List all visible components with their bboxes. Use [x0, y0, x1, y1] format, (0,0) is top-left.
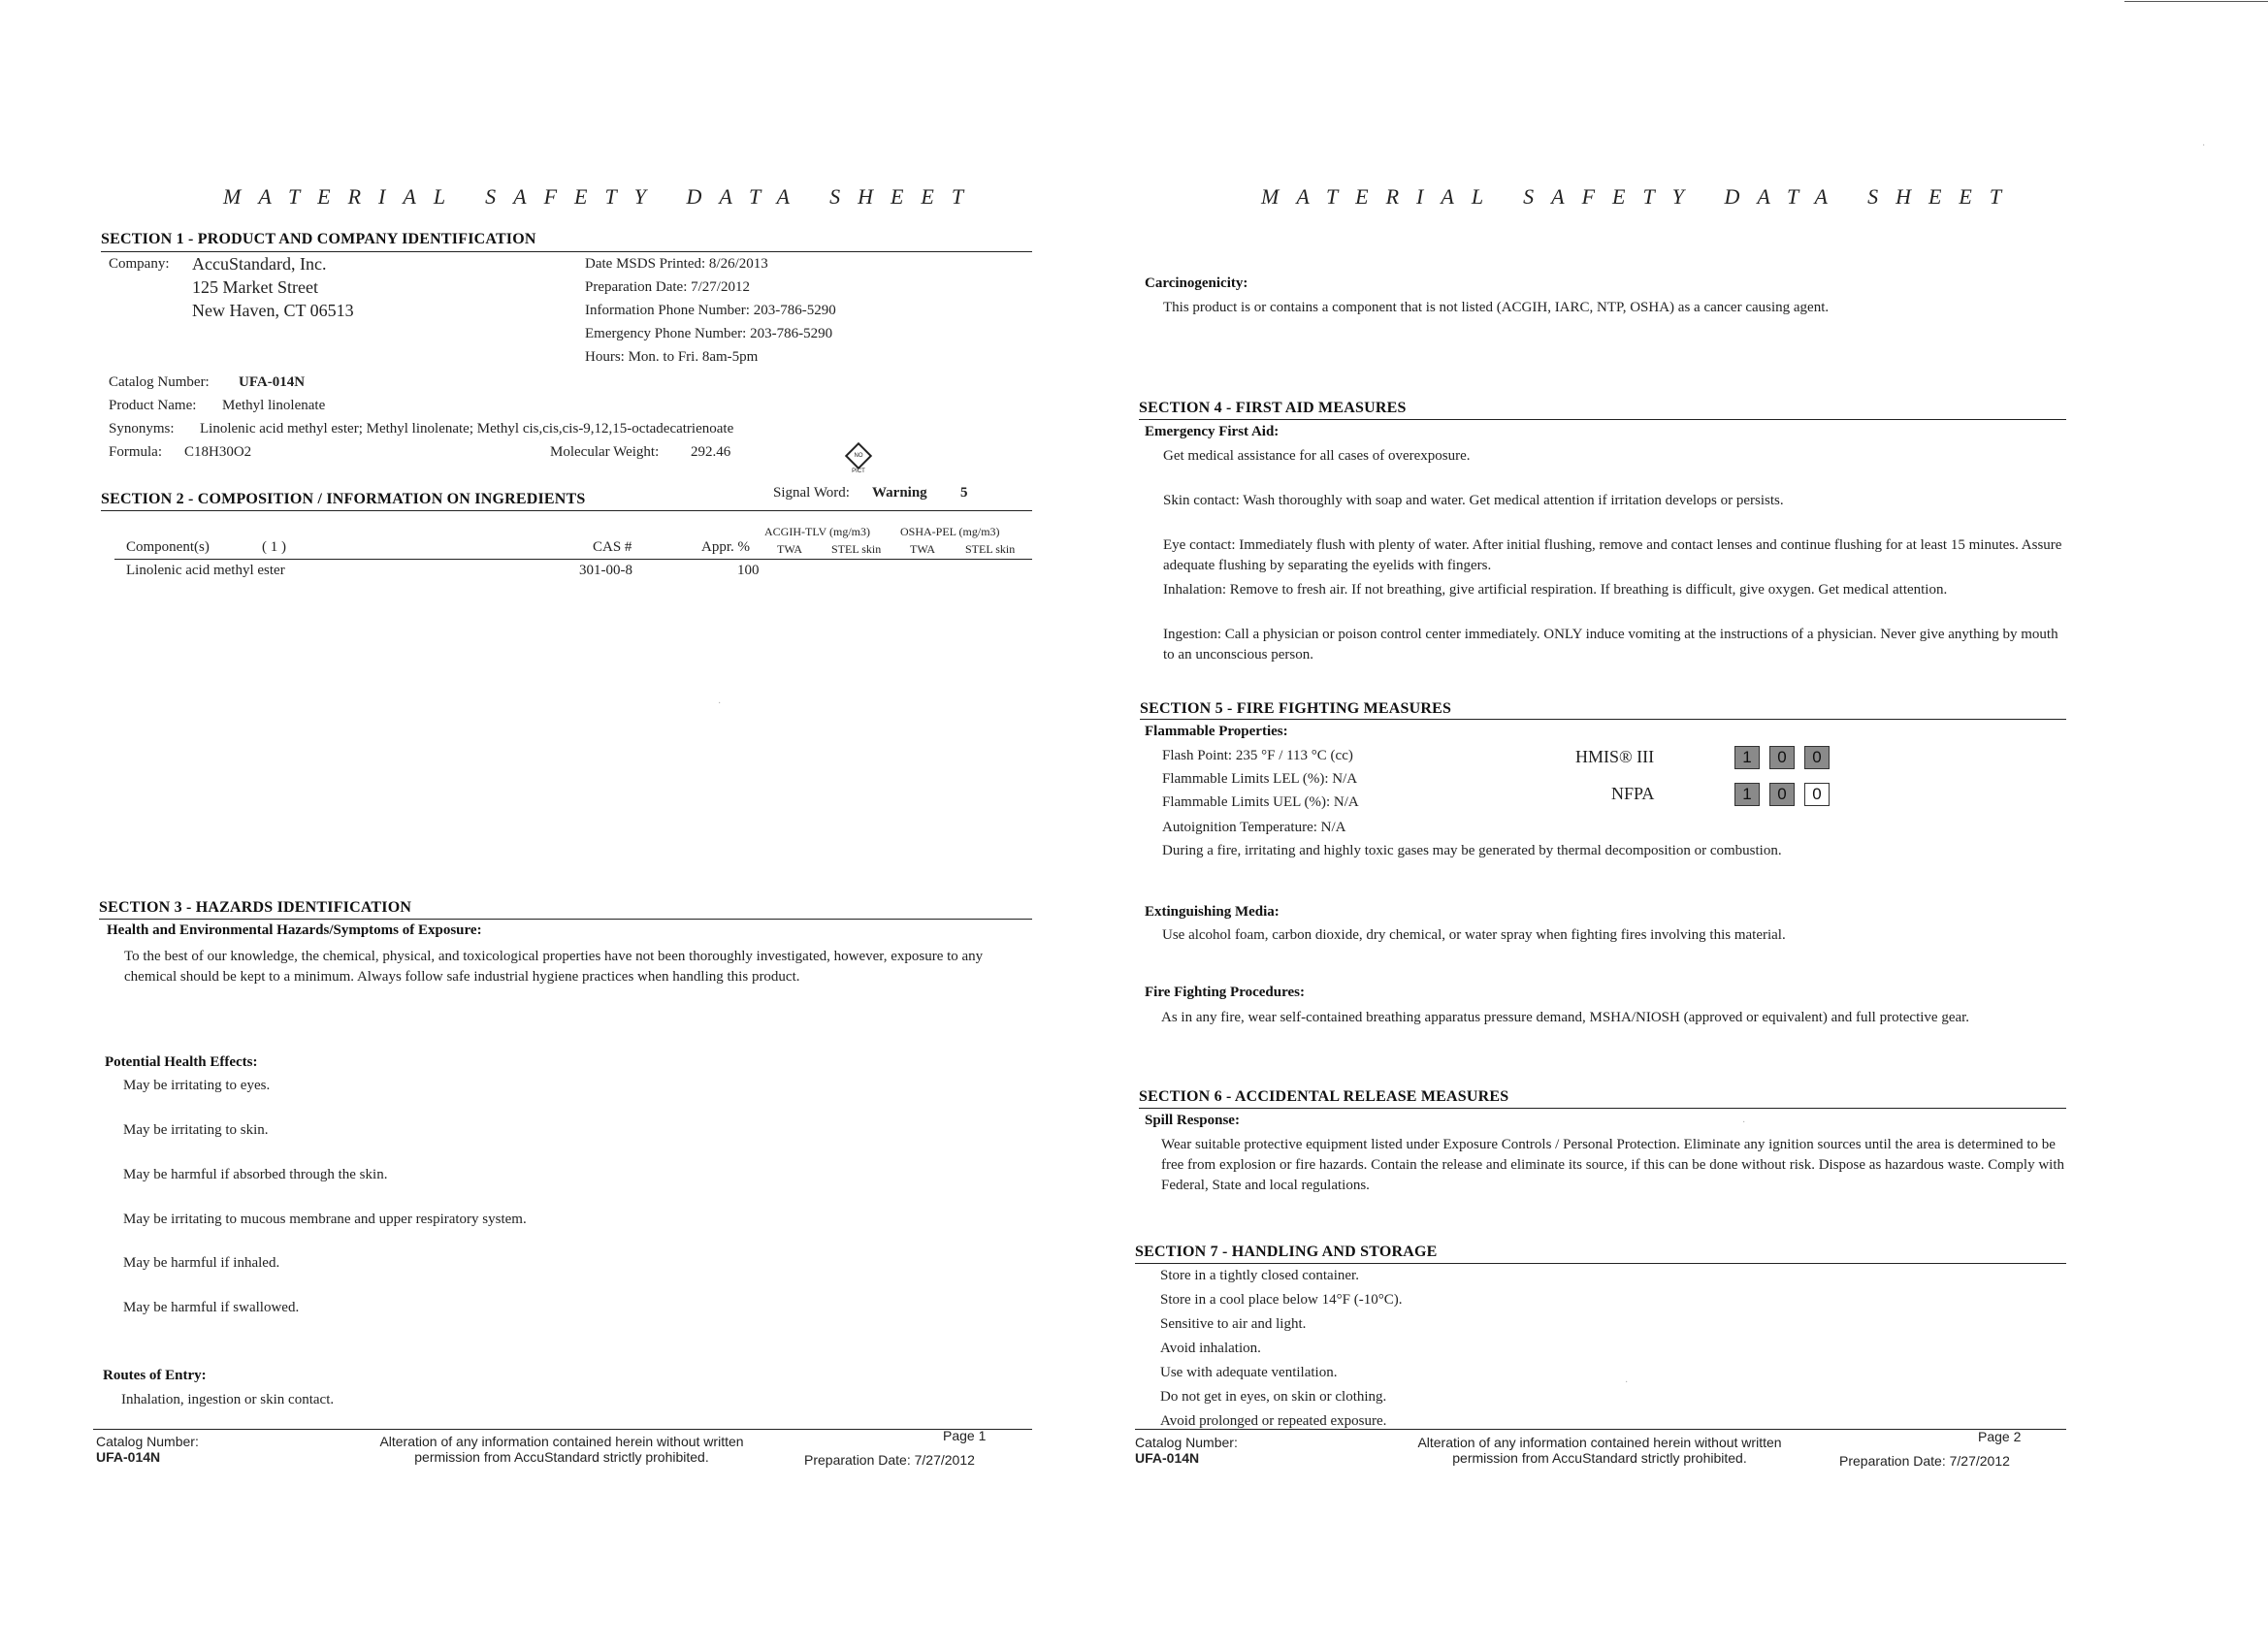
footer-page-number: Page 1 — [943, 1428, 987, 1443]
cas-column-header: CAS # — [593, 539, 632, 555]
health-effect-item: May be irritating to mucous membrane and upper respiratory system. — [123, 1212, 527, 1227]
health-effect-item: May be harmful if absorbed through the skin. — [123, 1167, 388, 1182]
section6-heading: SECTION 6 - ACCIDENTAL RELEASE MEASURES — [1139, 1088, 1509, 1105]
appr-column-header: Appr. % — [701, 539, 750, 555]
hmis-physical-hazard-rating: 0 — [1804, 746, 1830, 769]
health-effect-item: May be harmful if inhaled. — [123, 1255, 280, 1271]
handling-storage-item: Store in a cool place below 14°F (-10°C). — [1160, 1292, 1403, 1308]
scan-speck: · — [1625, 1377, 1629, 1388]
footer-notice: Alteration of any information contained herein without written permission from AccuStandard strictly prohibited. — [379, 1434, 744, 1465]
product-name-label: Product Name: — [109, 398, 197, 413]
section2-heading: SECTION 2 - COMPOSITION / INFORMATION ON INGREDIENTS — [101, 491, 586, 507]
handling-storage-item: Avoid inhalation. — [1160, 1341, 1261, 1356]
formula-value: C18H30O2 — [184, 444, 252, 460]
nfpa-label: NFPA — [1611, 784, 1655, 803]
spill-response-text: Wear suitable protective equipment listed under Exposure Controls / Personal Protection. Eliminate any ignition sources until the area is determined to be free from explosion or fire hazards. Contain the release and eliminate its source, if this can be done without risk. Dispose as hazardous waste. Comply with Federal, State and local regulations. — [1161, 1137, 2064, 1193]
emergency-phone: Emergency Phone Number: 203-786-5290 — [585, 326, 833, 341]
hmis-health-rating: 1 — [1734, 746, 1760, 769]
product-name-value: Methyl linolenate — [222, 398, 326, 413]
first-aid-ingestion: Ingestion: Call a physician or poison control center immediately. ONLY induce vomiting at the instructions of a physician. Never give anything by mouth to an unconscious person. — [1163, 627, 2058, 663]
spill-response-heading: Spill Response: — [1145, 1113, 1240, 1128]
health-effect-item: May be irritating to eyes. — [123, 1078, 271, 1093]
company-label: Company: — [109, 256, 170, 272]
health-hazards-text: To the best of our knowledge, the chemical, physical, and toxicological properties have not been thoroughly investigated, however, exposure to any chemical should be kept to a minimum. Always follow safe industrial hygiene practices when handling this product. — [124, 949, 984, 985]
handling-storage-item: Use with adequate ventilation. — [1160, 1365, 1338, 1380]
carcinogenicity-heading: Carcinogenicity: — [1145, 275, 1248, 291]
flash-point: Flash Point: 235 °F / 113 °C (cc) — [1162, 748, 1353, 763]
footer-preparation-date: Preparation Date: 7/27/2012 — [1839, 1453, 2010, 1469]
section7-heading: SECTION 7 - HANDLING AND STORAGE — [1135, 1244, 1438, 1260]
autoignition-temperature: Autoignition Temperature: N/A — [1162, 820, 1346, 835]
section6-rule — [1139, 1108, 2066, 1109]
no-pictogram-diamond-icon — [845, 442, 872, 474]
first-aid-eye-contact: Eye contact: Immediately flush with plenty of water. After initial flushing, remove and contact lenses and continue flushing for at least 15 minutes. Assure adequate flushing by separating the eyelids with fingers. — [1163, 537, 2062, 573]
document-title: MATERIAL SAFETY DATA SHEET — [223, 184, 982, 209]
routes-of-entry-text: Inhalation, ingestion or skin contact. — [121, 1392, 335, 1407]
nfpa-instability-rating: 0 — [1804, 783, 1830, 806]
section1-rule — [101, 251, 1032, 252]
first-aid-general: Get medical assistance for all cases of overexposure. — [1163, 448, 1471, 464]
approx-percent-cell: 100 — [737, 563, 760, 578]
footer-rule — [93, 1429, 1032, 1430]
footer-catalog-label: Catalog Number: — [96, 1434, 199, 1449]
scan-speck: · — [2202, 141, 2206, 151]
msds-page-2 — [1086, 0, 2268, 1649]
document-title: MATERIAL SAFETY DATA SHEET — [1261, 184, 2020, 209]
company-address-line1: 125 Market Street — [192, 277, 318, 297]
formula-label: Formula: — [109, 444, 162, 460]
extinguishing-media-heading: Extinguishing Media: — [1145, 904, 1280, 920]
synonyms-label: Synonyms: — [109, 421, 175, 436]
business-hours: Hours: Mon. to Fri. 8am-5pm — [585, 349, 759, 365]
catalog-number-label: Catalog Number: — [109, 374, 210, 390]
stel-skin-column-header-2: STEL skin — [965, 542, 1016, 556]
potential-health-effects-heading: Potential Health Effects: — [105, 1054, 258, 1070]
no-pictogram-text: NO PICT — [852, 453, 865, 474]
hmis-label: HMIS® III — [1575, 747, 1655, 766]
section1-heading: SECTION 1 - PRODUCT AND COMPANY IDENTIFICATION — [101, 231, 536, 247]
footer-notice: Alteration of any information contained herein without written permission from AccuStandard strictly prohibited. — [1417, 1435, 1782, 1466]
health-effect-item: May be harmful if swallowed. — [123, 1300, 300, 1315]
carcinogenicity-text: This product is or contains a component that is not listed (ACGIH, IARC, NTP, OSHA) as a cancer causing agent. — [1163, 300, 1830, 315]
catalog-number-value: UFA-014N — [239, 374, 306, 390]
section4-heading: SECTION 4 - FIRST AID MEASURES — [1139, 400, 1407, 416]
handling-storage-item: Sensitive to air and light. — [1160, 1316, 1307, 1332]
signal-word-label: Signal Word: — [773, 485, 850, 501]
footer-catalog-value: UFA-014N — [1135, 1450, 1200, 1466]
nfpa-flammability-rating: 0 — [1769, 783, 1795, 806]
section5-rule — [1140, 719, 2066, 720]
msds-page-1 — [0, 0, 1086, 1649]
synonyms-value: Linolenic acid methyl ester; Methyl linolenate; Methyl cis,cis,cis-9,12,15-octadecatrienoate — [200, 421, 734, 436]
hmis-flammability-rating: 0 — [1769, 746, 1795, 769]
section3-heading: SECTION 3 - HAZARDS IDENTIFICATION — [99, 899, 412, 916]
section3-rule — [99, 919, 1032, 920]
nfpa-health-rating: 1 — [1734, 783, 1760, 806]
handling-storage-item: Store in a tightly closed container. — [1160, 1268, 1359, 1283]
footer-catalog-label: Catalog Number: — [1135, 1435, 1238, 1450]
company-name: AccuStandard, Inc. — [192, 254, 327, 274]
twa-column-header-1: TWA — [777, 542, 802, 556]
cas-number-cell: 301-00-8 — [579, 563, 632, 578]
health-hazards-heading: Health and Environmental Hazards/Symptoms of Exposure: — [107, 922, 482, 938]
extinguishing-media-text: Use alcohol foam, carbon dioxide, dry chemical, or water spray when fighting fires involving this material. — [1162, 927, 1786, 943]
section4-rule — [1139, 419, 2066, 420]
scan-speck: · — [1742, 1117, 1746, 1128]
twa-column-header-2: TWA — [910, 542, 935, 556]
flammable-properties-heading: Flammable Properties: — [1145, 724, 1288, 739]
handling-storage-item: Do not get in eyes, on skin or clothing. — [1160, 1389, 1387, 1405]
fire-fighting-procedures-heading: Fire Fighting Procedures: — [1145, 985, 1305, 1000]
acgih-tlv-header: ACGIH-TLV (mg/m3) — [764, 525, 870, 538]
handling-storage-item: Avoid prolonged or repeated exposure. — [1160, 1413, 1387, 1429]
signal-word-value: Warning — [872, 485, 927, 501]
company-address-line2: New Haven, CT 06513 — [192, 301, 354, 320]
osha-pel-header: OSHA-PEL (mg/m3) — [900, 525, 1000, 538]
footer-catalog-value: UFA-014N — [96, 1449, 161, 1465]
first-aid-skin-contact: Skin contact: Wash thoroughly with soap and water. Get medical attention if irritation develops or persists. — [1163, 493, 1784, 508]
table-header-rule — [114, 559, 1032, 560]
information-phone: Information Phone Number: 203-786-5290 — [585, 303, 836, 318]
section7-rule — [1135, 1263, 2066, 1264]
scan-edge-mark — [2124, 1, 2268, 2]
molecular-weight-label: Molecular Weight: — [550, 444, 660, 460]
signal-number: 5 — [960, 485, 968, 501]
fire-fighting-procedures-text: As in any fire, wear self-contained breathing apparatus pressure demand, MSHA/NIOSH (approved or equivalent) and full protective gear. — [1161, 1010, 1970, 1025]
preparation-date: Preparation Date: 7/27/2012 — [585, 279, 750, 295]
health-effect-item: May be irritating to skin. — [123, 1122, 269, 1138]
flammable-limits-lel: Flammable Limits LEL (%): N/A — [1162, 771, 1358, 787]
footer-rule — [1135, 1429, 2066, 1430]
component-column-header: Component(s) — [126, 539, 210, 555]
date-printed: Date MSDS Printed: 8/26/2013 — [585, 256, 768, 272]
component-name-cell: Linolenic acid methyl ester — [126, 563, 285, 578]
emergency-first-aid-heading: Emergency First Aid: — [1145, 424, 1280, 439]
fire-decomposition-note: During a fire, irritating and highly toxic gases may be generated by thermal decomposition or combustion. — [1162, 843, 1782, 858]
footer-preparation-date: Preparation Date: 7/27/2012 — [804, 1452, 975, 1468]
scan-speck: · — [718, 698, 722, 709]
molecular-weight-value: 292.46 — [691, 444, 731, 460]
routes-of-entry-heading: Routes of Entry: — [103, 1368, 207, 1383]
section2-rule — [101, 510, 1032, 511]
first-aid-inhalation: Inhalation: Remove to fresh air. If not breathing, give artificial respiration. If breathing is difficult, give oxygen. Get medical attention. — [1163, 582, 1948, 598]
flammable-limits-uel: Flammable Limits UEL (%): N/A — [1162, 794, 1359, 810]
component-count: ( 1 ) — [262, 539, 286, 555]
section5-heading: SECTION 5 - FIRE FIGHTING MEASURES — [1140, 700, 1452, 717]
footer-page-number: Page 2 — [1978, 1429, 2022, 1444]
stel-skin-column-header-1: STEL skin — [831, 542, 882, 556]
